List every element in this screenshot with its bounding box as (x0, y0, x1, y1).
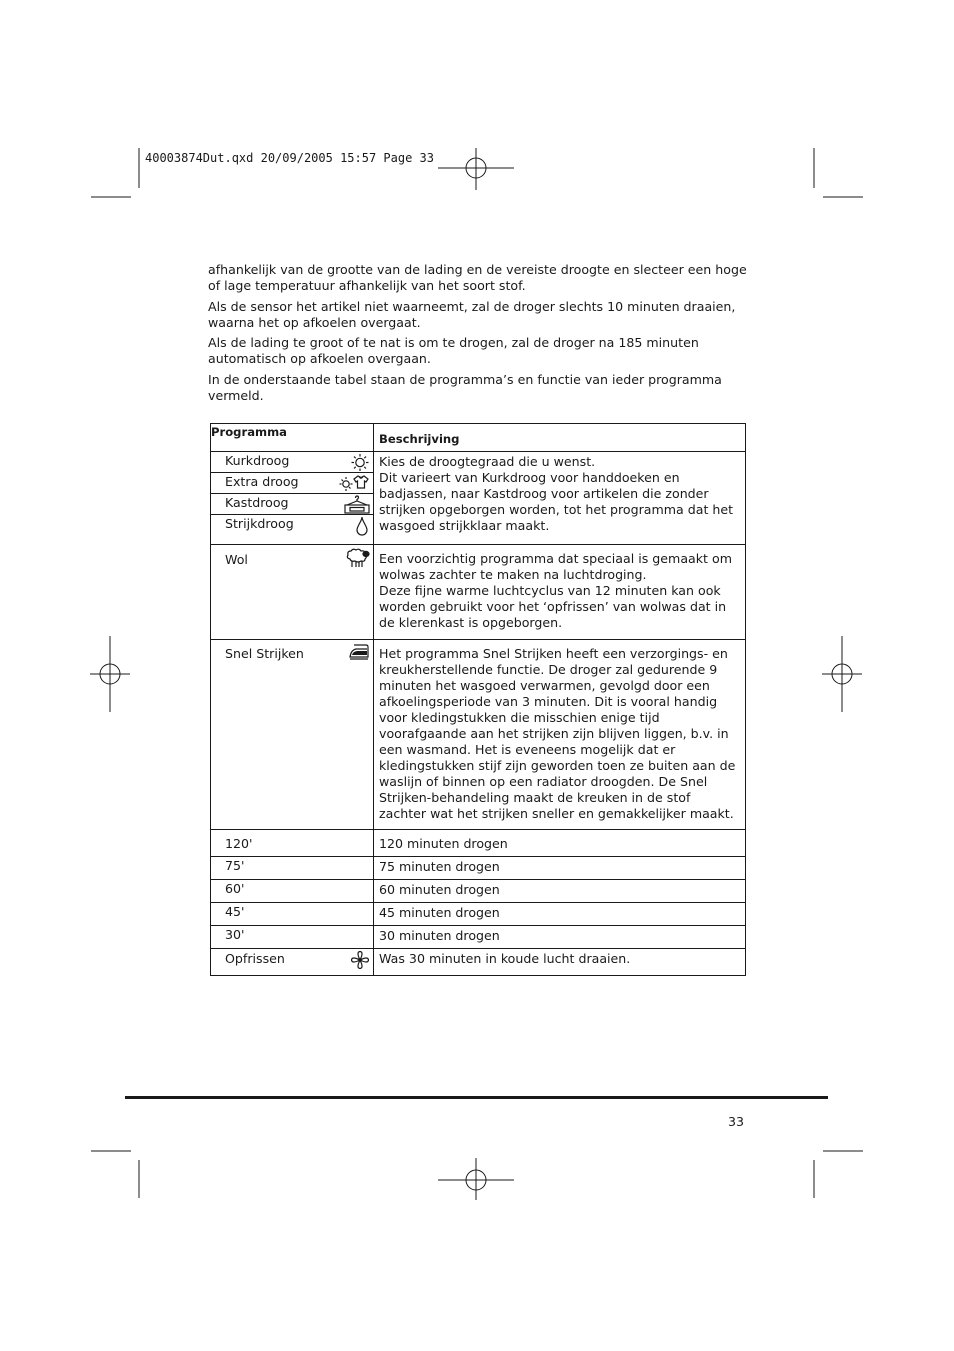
program-wol (211, 545, 373, 568)
wool-description: Een voorzichtig programma dat speciaal is gemaakt om wolwas zachter te maken na luchtdroging. Deze fijne warme luchtcyclus van 12 minuten kan ook worden gebruikt voor het ‘opfrissen’ van wolwas dat in de klerenkast is opgeborgen. (379, 551, 732, 630)
program-cell: 75' (211, 857, 374, 880)
program-cell (211, 949, 374, 976)
sun-icon (350, 453, 370, 472)
sun-shirt-icon (338, 474, 370, 493)
description-cell: Was 30 minuten in koude lucht draaien. (374, 949, 746, 976)
iron-description: Het programma Snel Strijken heeft een verzorgings- en kreukherstellende functie. De droger zal gedurende 9 minuten het wasgoed verwarmen, gevolgd door een afkoelingsperiode van 3 minuten. Dit is vooral handig voor kledingstukken die misschien enige tijd voorafgaande aan het strijken zijn blijven liggen, b.v. in een wasmand. Het is eveneens mogelijk dat er kledingstukken stijf zijn geworden toen ze buiten aan de waslijn of binnen op een radiator droogden. De Snel Strijken-behandeling maakt de kreuken in de stof zachter wat het strijken sneller en gemakkelijker maakt. (379, 646, 736, 821)
program-cell (211, 545, 374, 640)
fan-icon (350, 950, 370, 970)
sheep-icon (344, 547, 370, 569)
program-label: Extra droog (225, 474, 299, 489)
program-cell (211, 640, 374, 830)
description-cell: 60 minuten drogen (374, 880, 746, 903)
intro-paragraph: Als de lading te groot of te nat is om te drogen, zal de droger na 185 minuten automatisch op afkoelen overgaan. (208, 335, 699, 366)
table-row (211, 830, 746, 857)
file-slug-header: 40003874Dut.qxd 20/09/2005 15:57 Page 33 (145, 151, 434, 165)
program-snel-strijken (211, 640, 373, 662)
table-row (211, 903, 746, 926)
footer-rule (125, 1096, 828, 1099)
table-row (211, 857, 746, 880)
description-cell (374, 545, 746, 640)
description-cell: 75 minuten drogen (374, 857, 746, 880)
table-row-drying-levels (211, 452, 746, 545)
table-row-snel-strijken (211, 640, 746, 830)
table-row-opfrissen (211, 949, 746, 976)
program-kurkdroog (211, 452, 373, 472)
drying-description: Kies de droogtegraad die u wenst. Dit varieert van Kurkdroog voor handdoeken en badjassen, naar Kastdroog voor artikelen die zonder strijken opgeborgen worden, tot het programma dat het wasgoed strijkklaar maakt. (379, 454, 734, 533)
drop-icon (354, 516, 370, 537)
program-label: Wol (225, 552, 248, 567)
description-cell (374, 452, 746, 545)
program-label: Opfrissen (225, 951, 285, 966)
program-cell: 60' (211, 880, 374, 903)
program-cell: 30' (211, 926, 374, 949)
description-cell: 45 minuten drogen (374, 903, 746, 926)
table-header-row (211, 424, 746, 452)
description-cell: 120 minuten drogen (374, 830, 746, 857)
program-label: Kurkdroog (225, 453, 290, 468)
header-program: Programma (211, 424, 374, 452)
description-cell (374, 640, 746, 830)
intro-paragraph: Als de sensor het artikel niet waarneemt, zal de droger slechts 10 minuten draaien, waarna het op afkoelen overgaat. (208, 298, 736, 330)
program-table (210, 423, 746, 976)
table-row (211, 926, 746, 949)
program-cell: 45' (211, 903, 374, 926)
program-extra-droog (211, 472, 373, 493)
intro-text (208, 262, 748, 408)
header-description: Beschrijving (374, 424, 746, 452)
wardrobe-hanger-icon (344, 495, 370, 514)
program-label: Snel Strijken (225, 646, 304, 661)
page-number: 33 (728, 1114, 745, 1129)
program-cell: 120' (211, 830, 374, 857)
iron-icon (348, 643, 370, 661)
program-cell (211, 452, 374, 545)
intro-paragraph: afhankelijk van de grootte van de lading en de vereiste droogte en slecteer een hoge of lage temperatuur afhankelijk van het soort stof. (208, 262, 747, 293)
program-strijkdroog (211, 514, 373, 535)
program-label: Kastdroog (225, 495, 289, 510)
table-row-wol (211, 545, 746, 640)
description-cell: 30 minuten drogen (374, 926, 746, 949)
program-opfrissen (211, 949, 373, 967)
table-row (211, 880, 746, 903)
program-label: Strijkdroog (225, 516, 294, 531)
program-kastdroog (211, 493, 373, 514)
intro-paragraph: In de onderstaande tabel staan de programma’s en functie van ieder programma vermeld. (208, 371, 722, 403)
